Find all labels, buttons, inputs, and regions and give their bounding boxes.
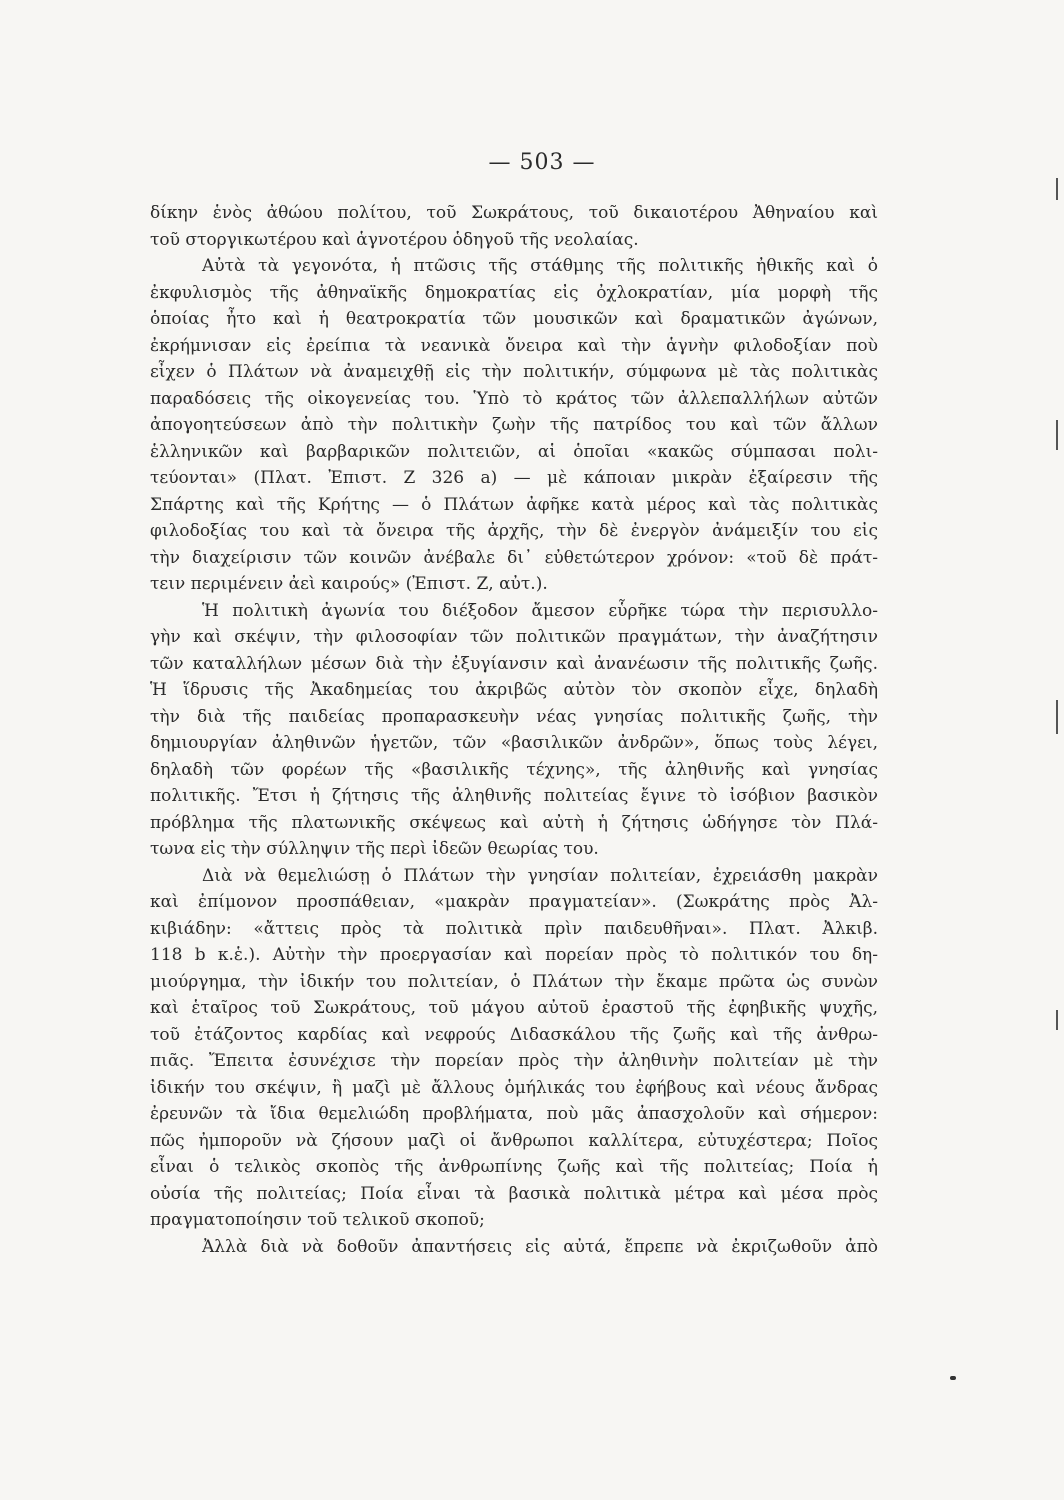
- text-line: ἑλληνικῶν καὶ βαρβαρικῶν πολιτειῶν, αἱ ὁποῖαι «κακῶς σύμπασαι πολι-: [150, 441, 878, 462]
- text-line: Αὐτὰ τὰ γεγονότα, ἡ πτῶσις τῆς στάθμης τῆς πολιτικῆς ἠθικῆς καὶ ὁ: [202, 256, 878, 276]
- text-line: ἐρευνῶν τὰ ἴδια θεμελιώδη προβλήματα, ποὺ μᾶς ἀπασχολοῦν καὶ σήμερον:: [150, 1104, 878, 1124]
- text-line: τωνα εἰς τὴν σύλληψιν τῆς περὶ ἰδεῶν θεωρίας του.: [150, 839, 599, 859]
- text-line: πῶς ἠμποροῦν νὰ ζήσουν μαζὶ οἱ ἄνθρωποι καλλίτερα, εὐτυχέστερα; Ποῖος: [150, 1130, 878, 1151]
- text-line: ἐκφυλισμὸς τῆς ἀθηναϊκῆς δημοκρατίας εἰς ὀχλοκρατίαν, μία μορφὴ τῆς: [150, 282, 878, 303]
- ink-speck: [950, 1376, 956, 1380]
- text-line: τοῦ ἐτάζοντος καρδίας καὶ νεφρούς Διδασκάλου τῆς ζωῆς καὶ τῆς ἀνθρω-: [150, 1024, 878, 1045]
- text-line: πιᾶς. Ἔπειτα ἐσυνέχισε τὴν πορείαν πρὸς τὴν ἀληθινὴν πολιτείαν μὲ τὴν: [150, 1051, 878, 1071]
- text-line: 118 b κ.ἑ.). Αὐτὴν τὴν προεργασίαν καὶ πορείαν πρὸς τὸ πολιτικόν του δη-: [150, 945, 878, 965]
- text-line: φιλοδοξίας του καὶ τὰ ὄνειρα τῆς ἀρχῆς, τὴν δὲ ἐνεργὸν ἀνάμειξίν του εἰς: [150, 521, 878, 541]
- text-line: Ἀλλὰ διὰ νὰ δοθοῦν ἀπαντήσεις εἰς αὐτά, ἔπρεπε νὰ ἐκριζωθοῦν ἀπὸ: [202, 1236, 878, 1257]
- text-line: κιβιάδην: «ἄττεις πρὸς τὰ πολιτικὰ πρὶν παιδευθῆναι». Πλατ. Ἀλκιβ.: [150, 918, 878, 939]
- text-line: πρόβλημα τῆς πλατωνικῆς σκέψεως καὶ αὐτὴ ἡ ζήτησις ὡδήγησε τὸν Πλά-: [150, 812, 878, 833]
- text-line: εἶναι ὁ τελικὸς σκοπὸς τῆς ἀνθρωπίνης ζωῆς καὶ τῆς πολιτείας; Ποία ἡ: [150, 1157, 878, 1177]
- page-number: — 503 —: [488, 150, 596, 175]
- text-line: ἰδικήν του σκέψιν, ἢ μαζὶ μὲ ἄλλους ὁμήλικάς του ἐφήβους καὶ νέους ἄνδρας: [150, 1077, 878, 1098]
- page-edge-mark: [1056, 178, 1058, 200]
- text-line: δηλαδὴ τῶν φορέων τῆς «βασιλικῆς τέχνης», τῆς ἀληθινῆς καὶ γνησίας: [150, 759, 878, 780]
- text-line: δίκην ἑνὸς ἀθώου πολίτου, τοῦ Σωκράτους, τοῦ δικαιοτέρου Ἀθηναίου καὶ: [150, 203, 878, 223]
- text-line: τῶν καταλλήλων μέσων διὰ τὴν ἐξυγίανσιν καὶ ἀνανέωσιν τῆς πολιτικῆς ζωῆς.: [150, 653, 878, 674]
- text-line: εἶχεν ὁ Πλάτων νὰ ἀναμειχθῇ εἰς τὴν πολιτικήν, σύμφωνα μὲ τὰς πολιτικὰς: [150, 362, 878, 382]
- text-line: ἐκρήμνισαν εἰς ἐρείπια τὰ νεανικὰ ὄνειρα καὶ τὴν ἁγνὴν φιλοδοξίαν ποὺ: [150, 335, 878, 356]
- text-line: καὶ ἐπίμονον προσπάθειαν, «μακρὰν πραγματείαν». (Σωκράτης πρὸς Ἀλ-: [150, 892, 878, 912]
- text-line: γὴν καὶ σκέψιν, τὴν φιλοσοφίαν τῶν πολιτικῶν πραγμάτων, τὴν ἀναζήτησιν: [150, 627, 878, 647]
- text-line: τὴν διὰ τῆς παιδείας προπαρασκευὴν νέας γνησίας πολιτικῆς ζωῆς, τὴν: [150, 706, 878, 727]
- text-line: τεύονται» (Πλατ. Ἐπιστ. Ζ 326 a) — μὲ κάποιαν μικρὰν ἐξαίρεσιν τῆς: [150, 468, 878, 488]
- text-line: ἀπογοητεύσεων ἀπὸ τὴν πολιτικὴν ζωὴν τῆς πατρίδος του καὶ τῶν ἄλλων: [150, 415, 878, 435]
- text-line: Διὰ νὰ θεμελιώσῃ ὁ Πλάτων τὴν γνησίαν πολιτείαν, ἐχρειάσθη μακρὰν: [202, 865, 878, 886]
- text-line: Σπάρτης καὶ τῆς Κρήτης — ὁ Πλάτων ἀφῆκε κατὰ μέρος καὶ τὰς πολιτικὰς: [150, 494, 878, 515]
- text-line: πραγματοποίησιν τοῦ τελικοῦ σκοποῦ;: [150, 1210, 485, 1230]
- text-line: δημιουργίαν ἀληθινῶν ἡγετῶν, τῶν «βασιλικῶν ἀνδρῶν», ὅπως τοὺς λέγει,: [150, 733, 878, 753]
- text-line: μιούργημα, τὴν ἰδικήν του πολιτείαν, ὁ Πλάτων τὴν ἔκαμε πρῶτα ὡς συνὼν: [150, 971, 878, 992]
- text-line: ὁποίας ἦτο καὶ ἡ θεατροκρατία τῶν μουσικῶν καὶ δραματικῶν ἀγώνων,: [150, 309, 878, 329]
- page-edge-mark: [1056, 1010, 1058, 1030]
- page-edge-mark: [1056, 700, 1058, 734]
- text-line: τὴν διαχείρισιν τῶν κοινῶν ἀνέβαλε δι᾽ εὐθετώτερον χρόνον: «τοῦ δὲ πράτ-: [150, 547, 878, 568]
- text-line: οὐσία τῆς πολιτείας; Ποία εἶναι τὰ βασικὰ πολιτικὰ μέτρα καὶ μέσα πρὸς: [150, 1183, 878, 1204]
- text-line: καὶ ἑταῖρος τοῦ Σωκράτους, τοῦ μάγου αὐτοῦ ἐραστοῦ τῆς ἐφηβικῆς ψυχῆς,: [150, 998, 878, 1018]
- body-text: [150, 200, 878, 1260]
- text-line: Ἡ πολιτικὴ ἀγωνία του διέξοδον ἄμεσον εὗρῆκε τώρα τὴν περισυλλο-: [202, 600, 878, 621]
- text-line: τειν περιμένειν ἀεὶ καιρούς» (Ἐπιστ. Ζ, αὐτ.).: [150, 574, 548, 594]
- text-line: Ἡ ἵδρυσις τῆς Ἀκαδημείας του ἀκριβῶς αὐτὸν τὸν σκοπὸν εἶχε, δηλαδὴ: [150, 680, 878, 700]
- page-edge-mark: [1056, 420, 1058, 450]
- text-line: παραδόσεις τῆς οἰκογενείας του. Ὑπὸ τὸ κράτος τῶν ἀλλεπαλλήλων αὐτῶν: [150, 388, 878, 409]
- text-line: τοῦ στοργικωτέρου καὶ ἁγνοτέρου ὁδηγοῦ τῆς νεολαίας.: [150, 229, 639, 250]
- text-line: πολιτικῆς. Ἔτσι ἡ ζήτησις τῆς ἀληθινῆς πολιτείας ἔγινε τὸ ἰσόβιον βασικὸν: [150, 786, 878, 806]
